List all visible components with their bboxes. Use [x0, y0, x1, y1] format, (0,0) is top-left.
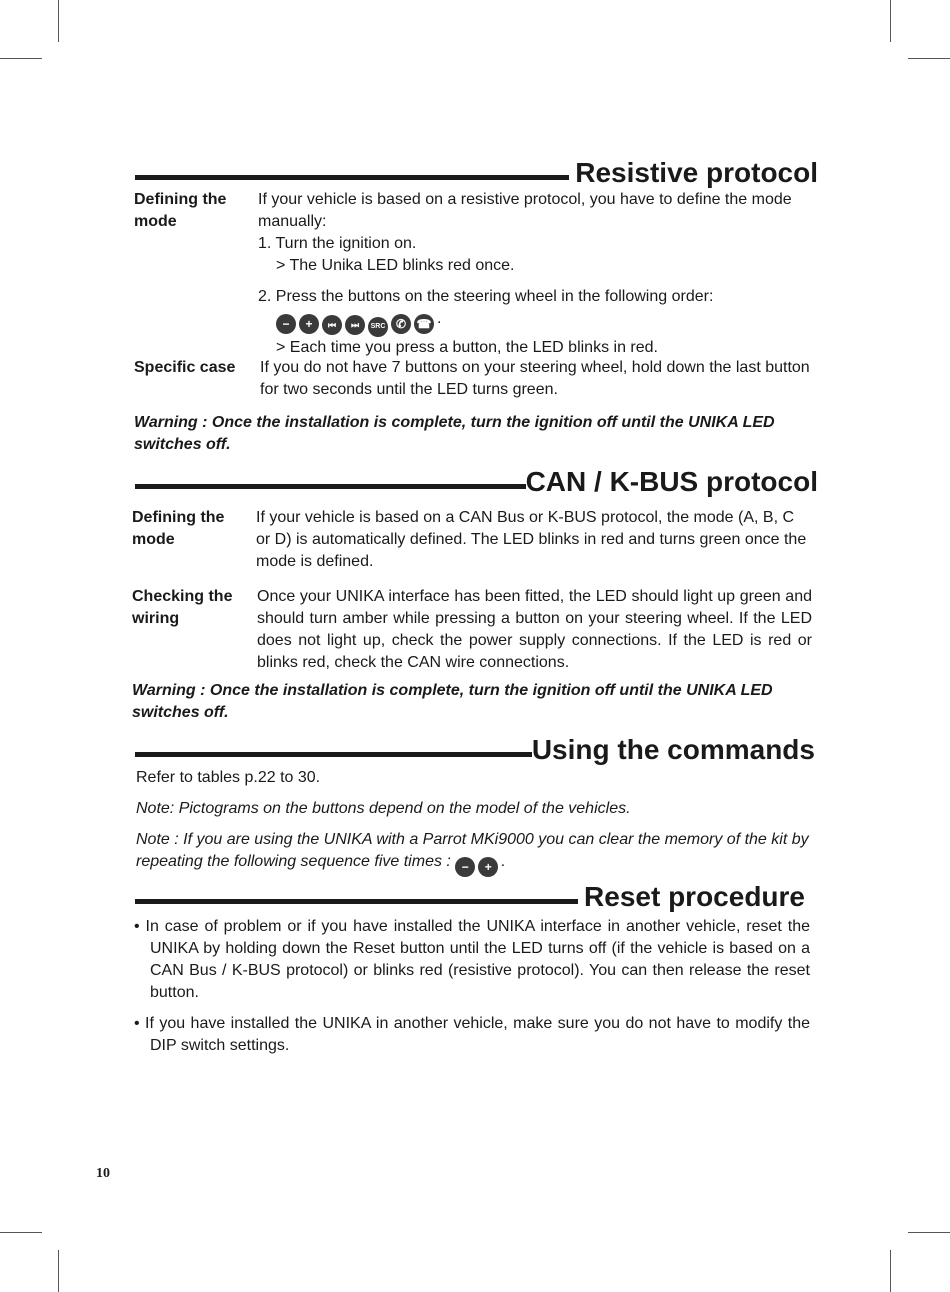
step-result: > Each time you press a button, the LED blinks in red.: [276, 339, 658, 356]
next-track-icon: ⏭: [345, 315, 365, 335]
row-content: If you do not have 7 buttons on your steering wheel, hold down the last button for two seconds until the LED turns green.: [260, 359, 810, 398]
row-label: Defining the mode: [134, 191, 227, 230]
row-label: Specific case: [134, 359, 236, 376]
section-title: CAN / K-BUS protocol: [525, 466, 818, 497]
section-header-can: [135, 462, 818, 498]
minus-icon: −: [455, 857, 475, 877]
heading-rule: [135, 175, 569, 180]
crop-mark: [890, 1250, 891, 1292]
refer-text: Refer to tables p.22 to 30.: [136, 769, 321, 786]
row-content: If your vehicle is based on a CAN Bus or K-BUS protocol, the mode (A, B, C or D) is automatically defined. The LED blinks in red and turns green once the mode is defined.: [256, 509, 807, 570]
step: 1. Turn the ignition on.: [258, 235, 417, 252]
plus-icon: +: [299, 314, 319, 334]
section-title: Reset procedure: [584, 881, 805, 912]
button-sequence: − + ⏮ ⏭ SRC ✆ ☎ .: [258, 308, 812, 337]
minus-icon: −: [276, 314, 296, 334]
source-icon: SRC: [368, 317, 388, 337]
phone-hangup-icon: ☎: [414, 314, 434, 334]
section-header-commands: [135, 730, 815, 766]
row-content: [258, 189, 812, 359]
note-text: Note : If you are using the UNIKA with a Parrot MKi9000 you can clear the memory of the kit by repeating the following sequence five times : − + .: [136, 829, 810, 877]
plus-icon: +: [478, 857, 498, 877]
note-text: Note: Pictograms on the buttons depend on the model of the vehicles.: [136, 800, 631, 817]
crop-mark: [58, 0, 59, 42]
bullet-item: • If you have installed the UNIKA in another vehicle, make sure you do not have to modify the DIP switch settings.: [134, 1015, 810, 1054]
heading-rule: [135, 899, 578, 904]
crop-mark: [58, 1250, 59, 1292]
crop-mark: [908, 1232, 950, 1233]
crop-mark: [0, 1232, 42, 1233]
section-title: Resistive protocol: [575, 157, 818, 188]
section-header-reset: [135, 877, 805, 913]
crop-mark: [890, 0, 891, 42]
step: 2. Press the buttons on the steering wheel in the following order:: [258, 288, 714, 305]
note-body: Note : If you are using the UNIKA with a Parrot MKi9000 you can clear the memory of the kit by repeating the following sequence five times :: [136, 831, 809, 870]
warning-text: Warning : Once the installation is complete, turn the ignition off until the UNIKA LED switches off.: [134, 414, 775, 453]
row-content: Once your UNIKA interface has been fitted, the LED should light up green and should turn amber while pressing a button on your steering wheel. If the LED does not light up, check the power supply connections. If the LED is red or blinks red, check the CAN wire connections.: [257, 588, 812, 671]
paragraph: If your vehicle is based on a resistive protocol, you have to define the mode manually:: [258, 191, 792, 230]
section-header-resistive: [135, 153, 818, 189]
step-result: > The Unika LED blinks red once.: [276, 257, 515, 274]
heading-rule: [135, 752, 532, 757]
warning-text: Warning : Once the installation is complete, turn the ignition off until the UNIKA LED switches off.: [132, 682, 773, 721]
crop-mark: [908, 58, 950, 59]
phone-pickup-icon: ✆: [391, 314, 411, 334]
row-label: Defining the mode: [132, 509, 225, 548]
section-title: Using the commands: [531, 734, 815, 765]
row-label: Checking the wiring: [132, 588, 233, 627]
previous-track-icon: ⏮: [322, 315, 342, 335]
bullet-item: • In case of problem or if you have installed the UNIKA interface in another vehicle, reset the UNIKA by holding down the Reset button until the LED turns off (if the vehicle is based on a CAN Bus / K-BUS protocol) or blinks red (resistive protocol). You can then release the reset button.: [134, 918, 810, 1001]
crop-mark: [0, 58, 42, 59]
page-number: 10: [96, 1166, 110, 1181]
heading-rule: [135, 484, 526, 489]
